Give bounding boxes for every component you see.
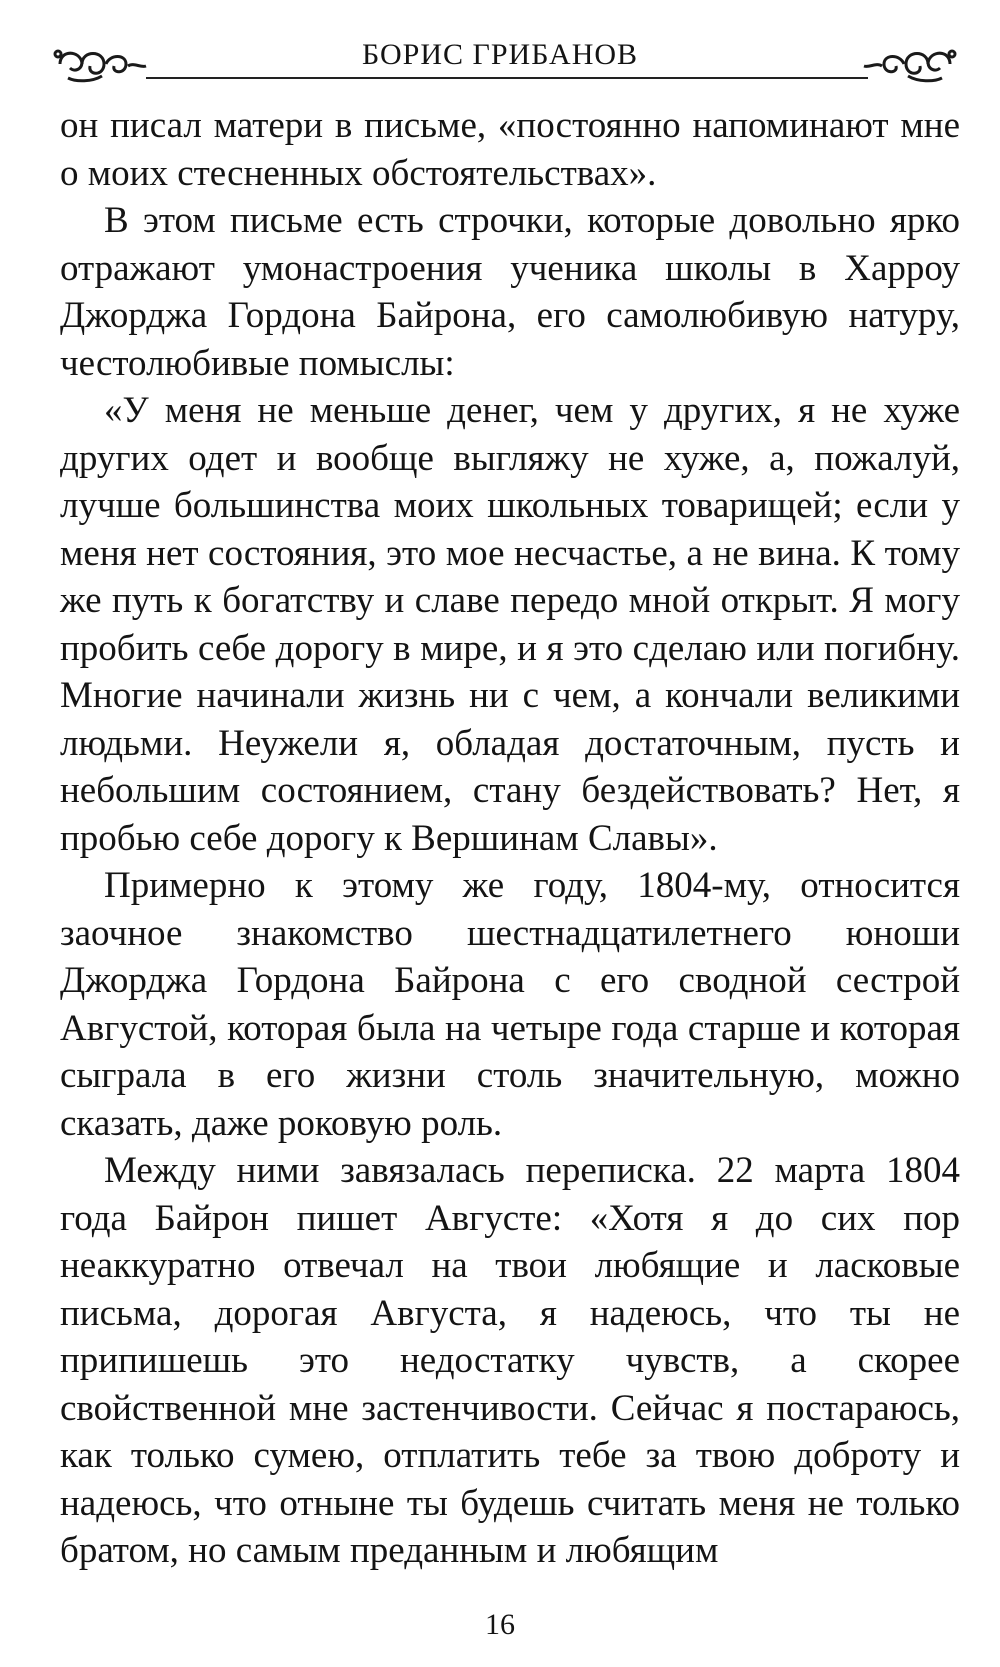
paragraph-letter-quote: «У меня не меньше денег, чем у других, я не хуже других одет и вообще выгляжу не хуже, а, пожалуй, лучше большинства моих школьных товарищей; если у меня нет состояния, это мое несчастье, а не вина. К тому же путь к богатству и славе передо мной открыт. Я могу пробить себе дорогу в мире, и я это сделаю или погибну. Многие начинали жизнь ни с чем, а кончали великими людьми. Неужели я, обладая достаточным, пусть и небольшим состоянием, стану бездействовать? Нет, я пробью себе дорогу к Вершинам Славы». bbox=[60, 390, 960, 859]
paragraph-letter-intro: В этом письме есть строчки, которые довольно ярко отражают умонастроения ученика школы в Харроу Джорджа Гордона Байрона, его самолюбивую натуру, честолюбивые помыслы: bbox=[60, 200, 960, 384]
page-number: 16 bbox=[485, 1608, 515, 1641]
paragraph-augusta-intro: Примерно к этому же году, 1804-му, относится заочное знакомство шестнадцатилетнего юноши Джорджа Гордона Байрона с его сводной сестрой Августой, которая была на четыре года старше и которая сыграла в его жизни столь значительную, можно сказать, даже роковую роль. bbox=[60, 865, 960, 1144]
paragraph-continued: он писал матери в письме, «постоянно напоминают мне о моих стесненных обстоятельствах». bbox=[60, 105, 960, 194]
paragraph-correspondence: Между ними завязалась переписка. 22 марта 1804 года Байрон пишет Августе: «Хотя я до сих пор неаккуратно отвечал на твои любящие и ласковые письма, дорогая Августа, я надеюсь, что ты не припишешь это недостатку чувств, а скорее свойственной мне застенчивости. Сейчас я постараюсь, как только сумею, отплатить тебе за твою доброту и надеюсь, что отныне ты будешь считать меня не только братом, но самым преданным и любящим bbox=[60, 1150, 960, 1571]
body-text bbox=[60, 102, 960, 1575]
header-rule bbox=[146, 77, 868, 79]
running-header bbox=[0, 0, 1000, 100]
right-ornament-icon bbox=[858, 42, 958, 86]
header-title: БОРИС ГРИБАНОВ bbox=[361, 38, 639, 71]
